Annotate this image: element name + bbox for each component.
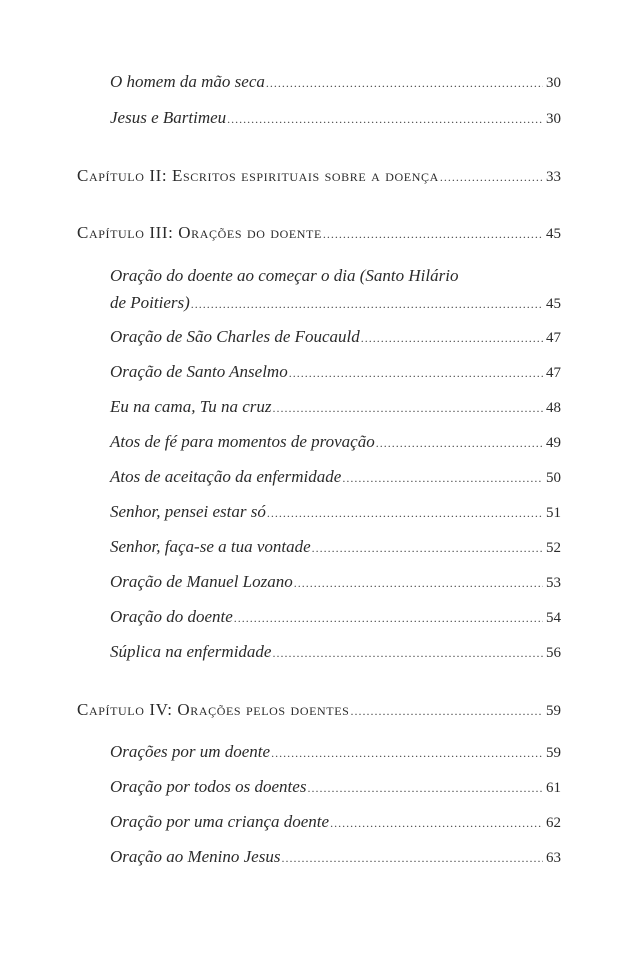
dot-leader — [330, 816, 543, 831]
toc-entry — [110, 572, 561, 592]
toc-page-number: 59 — [546, 703, 561, 719]
toc-page-number: 49 — [546, 435, 561, 451]
toc-chapter-entry — [77, 223, 561, 243]
toc-entry-title: Oração por todos os doentes — [110, 777, 307, 796]
toc-entry-title: Oração ao Menino Jesus — [110, 847, 281, 866]
toc-entry-title: Oração por uma criança doente — [110, 812, 330, 831]
toc-entry — [110, 847, 561, 867]
toc-entry — [110, 642, 561, 662]
toc-page-number: 53 — [546, 575, 561, 591]
toc-entry-title: Orações por um doente — [110, 742, 271, 761]
toc-entry — [110, 293, 561, 313]
dot-leader — [294, 576, 543, 591]
toc-entry-title: Eu na cama, Tu na cruz — [110, 397, 272, 416]
dot-leader — [227, 112, 543, 127]
toc-page-number: 54 — [546, 610, 561, 626]
toc-entry-title: Senhor, pensei estar só — [110, 502, 266, 521]
toc-entry — [110, 467, 561, 487]
dot-leader — [350, 704, 543, 719]
toc-entry — [110, 742, 561, 762]
toc-page-number: 48 — [546, 400, 561, 416]
dot-leader — [440, 170, 543, 185]
toc-page-number: 59 — [546, 745, 561, 761]
toc-page-number: 30 — [546, 111, 561, 127]
toc-chapter-title: Capítulo II: Escritos espirituais sobre a doença — [77, 166, 439, 185]
toc-page-number: 45 — [546, 296, 561, 312]
dot-leader — [267, 506, 543, 521]
toc-page-number: 33 — [546, 169, 561, 185]
dot-leader — [273, 401, 544, 416]
toc-entry-title: Oração de Manuel Lozano — [110, 572, 293, 591]
toc-entry-title: Oração do doente — [110, 607, 233, 626]
dot-leader — [271, 746, 543, 761]
toc-chapter-entry — [77, 700, 561, 720]
toc-page-number: 47 — [546, 365, 561, 381]
toc-chapter-entry — [77, 166, 561, 186]
toc-entry — [110, 607, 561, 627]
toc-page-number: 50 — [546, 470, 561, 486]
toc-page-number: 56 — [546, 645, 561, 661]
toc-entry — [110, 432, 561, 452]
dot-leader — [361, 331, 543, 346]
dot-leader — [323, 227, 543, 242]
dot-leader — [281, 851, 543, 866]
toc-entry — [110, 812, 561, 832]
dot-leader — [191, 297, 543, 312]
toc-entry-title: Jesus e Bartimeu — [110, 108, 227, 127]
toc-page-number: 52 — [546, 540, 561, 556]
toc-page-number: 30 — [546, 75, 561, 91]
toc-page-number: 47 — [546, 330, 561, 346]
toc-entry-title: Atos de fé para momentos de provação — [110, 432, 375, 451]
toc-chapter-title: Capítulo III: Orações do doente — [77, 223, 322, 242]
toc-entry-title: Súplica na enfermidade — [110, 642, 272, 661]
toc-entry-title-line1: Oração do doente ao começar o dia (Santo Hilário — [110, 266, 459, 285]
dot-leader — [312, 541, 543, 556]
toc-entry-title: Senhor, faça-se a tua vontade — [110, 537, 311, 556]
dot-leader — [307, 781, 543, 796]
toc-page-number: 51 — [546, 505, 561, 521]
toc-page-number: 61 — [546, 780, 561, 796]
toc-page-number: 62 — [546, 815, 561, 831]
toc-page-number: 45 — [546, 226, 561, 242]
toc-chapter-title: Capítulo IV: Orações pelos doentes — [77, 700, 350, 719]
dot-leader — [272, 646, 543, 661]
toc-entry — [110, 327, 561, 347]
dot-leader — [289, 366, 543, 381]
toc-entry — [110, 537, 561, 557]
toc-entry-title: Atos de aceitação da enfermidade — [110, 467, 342, 486]
toc-entry — [110, 397, 561, 417]
toc-entry — [110, 502, 561, 522]
toc-entry-title: O homem da mão seca — [110, 72, 265, 91]
dot-leader — [234, 611, 543, 626]
toc-entry-title: de Poitiers) — [110, 293, 190, 312]
toc-entry — [110, 362, 561, 382]
toc-entry — [110, 777, 561, 797]
toc-entry-title: Oração de Santo Anselmo — [110, 362, 288, 381]
dot-leader — [376, 436, 543, 451]
toc-entry — [110, 72, 561, 92]
toc-entry — [110, 108, 561, 128]
dot-leader — [266, 76, 543, 91]
toc-entry-title: Oração de São Charles de Foucauld — [110, 327, 360, 346]
dot-leader — [342, 471, 543, 486]
toc-page-number: 63 — [546, 850, 561, 866]
